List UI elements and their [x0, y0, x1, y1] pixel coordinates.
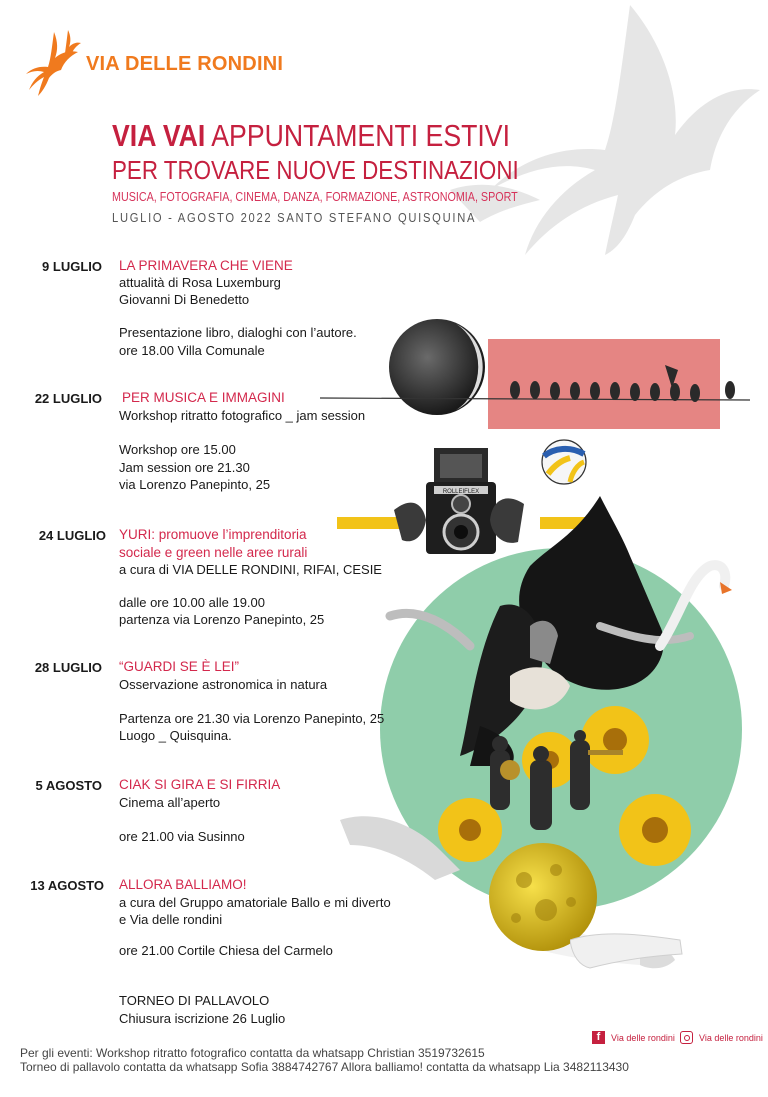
event-info: via Lorenzo Panepinto, 25: [119, 477, 271, 492]
event-info: Jam session ore 21.30: [119, 460, 250, 475]
event-detail: Giovanni Di Benedetto: [119, 292, 250, 307]
event-info: Presentazione libro, dialoghi con l’autore.: [119, 325, 357, 340]
brand-name: VIA DELLE RONDINI: [86, 53, 284, 75]
event-date: 24 LUGLIO: [38, 528, 106, 543]
event-detail: attualità di Rosa Luxemburg: [119, 275, 281, 290]
volleyball-icon: [540, 438, 588, 486]
event-detail: a cura del Gruppo amatoriale Ballo e mi diverto: [119, 895, 391, 910]
event-date: 5 AGOSTO: [35, 778, 102, 793]
event-info: Partenza ore 21.30 via Lorenzo Panepinto, 25: [119, 711, 385, 726]
instagram-label: Via delle rondini: [699, 1032, 763, 1043]
gloved-hand-illustration: [570, 920, 700, 980]
title-bold: VIA VAI: [112, 118, 206, 153]
categories-line: MUSICA, FOTOGRAFIA, CINEMA, DANZA, FORMAZIONE, ASTRONOMIA, SPORT: [112, 190, 518, 204]
event-detail: a cura di VIA DELLE RONDINI, RIFAI, CESIE: [119, 562, 382, 577]
event-date: 13 AGOSTO: [30, 878, 104, 893]
period-line: LUGLIO - AGOSTO 2022 SANTO STEFANO QUISQUINA: [112, 210, 477, 225]
facebook-label: Via delle rondini: [611, 1032, 675, 1043]
event-info: Luogo _ Quisquina.: [119, 728, 232, 743]
tournament-title: TORNEO DI PALLAVOLO: [119, 993, 270, 1008]
event-date: 22 LUGLIO: [34, 391, 102, 406]
event-detail: Cinema all’aperto: [119, 795, 221, 810]
page-title: [112, 118, 510, 154]
event-info: ore 21.00 via Susinno: [119, 829, 245, 844]
facebook-link[interactable]: [592, 1031, 675, 1044]
event-detail: Osservazione astronomica in natura: [119, 677, 328, 692]
event-info: Workshop ore 15.00: [119, 442, 236, 457]
event-title: CIAK SI GIRA E SI FIRRIA: [119, 777, 281, 792]
instagram-icon: [680, 1031, 693, 1044]
event-info: dalle ore 10.00 alle 19.00: [119, 595, 266, 610]
event-title: sociale e green nelle aree rurali: [119, 545, 308, 560]
event-title: ALLORA BALLIAMO!: [119, 877, 247, 892]
footer-contacts-line-1: Per gli eventi: Workshop ritratto fotografico contatta da whatsapp Christian 3519732615: [20, 1046, 485, 1060]
event-info: ore 18.00 Villa Comunale: [119, 343, 265, 358]
event-date: 28 LUGLIO: [34, 660, 102, 675]
event-title: LA PRIMAVERA CHE VIENE: [119, 258, 293, 273]
event-date: 9 LUGLIO: [42, 259, 102, 274]
footer-contacts-line-2: Torneo di pallavolo contatta da whatsapp Sofia 3884742767 Allora balliamo! contatta da whatsapp Lia 3482113430: [20, 1060, 629, 1074]
event-info: ore 21.00 Cortile Chiesa del Carmelo: [119, 943, 333, 958]
event-info: partenza via Lorenzo Panepinto, 25: [119, 612, 325, 627]
event-detail: e Via delle rondini: [119, 912, 223, 927]
title-rest: APPUNTAMENTI ESTIVI: [205, 118, 510, 153]
facebook-icon: f: [592, 1031, 605, 1044]
page-subtitle: PER TROVARE NUOVE DESTINAZIONI: [112, 155, 519, 185]
instagram-link[interactable]: [680, 1031, 763, 1044]
event-title: YURI: promuove l’imprenditoria: [119, 527, 307, 542]
swallow-logo-icon: [24, 28, 82, 100]
tournament-note: Chiusura iscrizione 26 Luglio: [119, 1011, 286, 1026]
camera-label: ROLLEIFLEX: [442, 489, 480, 495]
event-detail: Workshop ritratto fotografico _ jam session: [119, 408, 366, 423]
event-title: “GUARDI SE È LEI”: [119, 659, 240, 674]
birds-on-wire-illustration: [320, 360, 750, 430]
event-title: PER MUSICA E IMMAGINI: [122, 390, 285, 405]
